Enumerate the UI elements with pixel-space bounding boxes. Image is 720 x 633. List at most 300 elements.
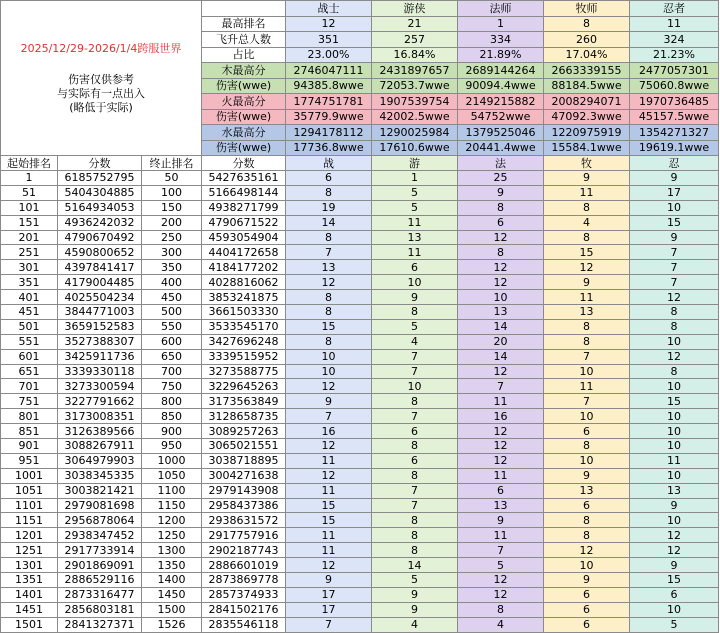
cell-start-rank: 301: [1, 260, 58, 275]
class-name-ninja: 忍者: [630, 1, 719, 17]
cell-count-ranger: 8: [372, 528, 458, 543]
summary-section: [1, 1, 719, 156]
summary-row-label: 水最高分: [202, 125, 286, 141]
cell-count-priest: 10: [544, 558, 630, 573]
table-row: [1, 349, 719, 364]
cell-count-ranger: 9: [372, 290, 458, 305]
cell-count-mage: 12: [458, 424, 544, 439]
table-row: [1, 424, 719, 439]
column-header-row: [1, 156, 719, 171]
cell-count-ranger: 7: [372, 364, 458, 379]
note-line-1: 伤害仅供参考: [68, 72, 134, 86]
cell-start-rank: 51: [1, 185, 58, 200]
summary-value: 17736.8wwe: [286, 140, 372, 156]
cell-count-mage: 9: [458, 513, 544, 528]
cell-count-ninja: 10: [630, 602, 719, 617]
cell-end-rank: 700: [142, 364, 202, 379]
cell-end-rank: 350: [142, 260, 202, 275]
cell-end-score: 3173563849: [202, 394, 286, 409]
cell-count-ranger: 4: [372, 617, 458, 632]
cell-count-mage: 12: [458, 364, 544, 379]
cell-count-warrior: 15: [286, 319, 372, 334]
cell-count-priest: 8: [544, 334, 630, 349]
cell-start-rank: 1301: [1, 558, 58, 573]
summary-value: 94385.8wwe: [286, 78, 372, 94]
cell-end-score: 5166498144: [202, 185, 286, 200]
summary-value: 17610.6wwe: [372, 140, 458, 156]
table-row: [1, 245, 719, 260]
cell-end-score: 4028816062: [202, 275, 286, 290]
cell-start-score: 3844771003: [58, 305, 142, 320]
cell-end-rank: 1400: [142, 573, 202, 588]
summary-value: 1774751781: [286, 94, 372, 110]
cell-end-score: 4593054904: [202, 230, 286, 245]
summary-row-label: 占比: [202, 47, 286, 63]
col-header-end-score: 分数: [202, 156, 286, 171]
cell-count-ranger: 9: [372, 587, 458, 602]
cell-count-ranger: 11: [372, 245, 458, 260]
cell-start-rank: 1401: [1, 587, 58, 602]
cell-count-ranger: 5: [372, 185, 458, 200]
cell-count-priest: 9: [544, 275, 630, 290]
date-range: 2025/12/29-2026/1/4跨服世界: [20, 41, 182, 55]
cell-count-ranger: 6: [372, 424, 458, 439]
cell-count-warrior: 8: [286, 305, 372, 320]
cell-count-warrior: 10: [286, 349, 372, 364]
table-row: [1, 394, 719, 409]
cell-count-ninja: 10: [630, 439, 719, 454]
cell-count-mage: 13: [458, 498, 544, 513]
cell-count-mage: 7: [458, 543, 544, 558]
cell-end-rank: 450: [142, 290, 202, 305]
cell-count-warrior: 12: [286, 379, 372, 394]
cell-count-priest: 8: [544, 528, 630, 543]
summary-value: 257: [372, 32, 458, 48]
cell-count-ninja: 10: [630, 513, 719, 528]
cell-end-score: 2917757916: [202, 528, 286, 543]
cell-start-rank: 101: [1, 200, 58, 215]
summary-value: 260: [544, 32, 630, 48]
cell-count-ninja: 10: [630, 409, 719, 424]
cell-start-rank: 1101: [1, 498, 58, 513]
summary-value: 42002.5wwe: [372, 109, 458, 125]
cell-end-rank: 1250: [142, 528, 202, 543]
summary-value: 21.89%: [458, 47, 544, 63]
cell-count-priest: 6: [544, 602, 630, 617]
cell-count-priest: 9: [544, 171, 630, 186]
cell-end-score: 3038718895: [202, 453, 286, 468]
table-row: [1, 275, 719, 290]
summary-value: 2008294071: [544, 94, 630, 110]
cell-start-score: 3425911736: [58, 349, 142, 364]
cell-count-ninja: 15: [630, 573, 719, 588]
summary-value: 75060.8wwe: [630, 78, 719, 94]
cell-count-warrior: 12: [286, 558, 372, 573]
cell-count-ninja: 12: [630, 543, 719, 558]
cell-count-ranger: 5: [372, 200, 458, 215]
cell-start-rank: 1251: [1, 543, 58, 558]
cell-count-ranger: 8: [372, 439, 458, 454]
col-header-mage: 法: [458, 156, 544, 171]
cell-count-mage: 25: [458, 171, 544, 186]
cell-start-score: 3064979903: [58, 453, 142, 468]
cell-end-rank: 400: [142, 275, 202, 290]
cell-end-score: 4404172658: [202, 245, 286, 260]
cell-count-ninja: 8: [630, 305, 719, 320]
cell-count-warrior: 12: [286, 275, 372, 290]
cell-start-score: 4590800652: [58, 245, 142, 260]
cell-end-rank: 600: [142, 334, 202, 349]
cell-count-ninja: 11: [630, 453, 719, 468]
cell-count-priest: 10: [544, 409, 630, 424]
info-panel: [1, 1, 202, 156]
cell-start-score: 3659152583: [58, 319, 142, 334]
summary-value: 351: [286, 32, 372, 48]
cell-count-warrior: 7: [286, 617, 372, 632]
table-row: [1, 513, 719, 528]
cell-count-priest: 11: [544, 290, 630, 305]
cell-count-priest: 10: [544, 453, 630, 468]
summary-value: 88184.5wwe: [544, 78, 630, 94]
summary-value: 2431897657: [372, 63, 458, 79]
cell-count-ranger: 8: [372, 543, 458, 558]
cell-start-score: 2841327371: [58, 617, 142, 632]
cell-end-rank: 300: [142, 245, 202, 260]
table-row: [1, 379, 719, 394]
cell-count-ninja: 8: [630, 319, 719, 334]
summary-value: 1970736485: [630, 94, 719, 110]
col-header-start-score: 分数: [58, 156, 142, 171]
cell-start-rank: 601: [1, 349, 58, 364]
cell-count-warrior: 11: [286, 528, 372, 543]
cell-end-score: 3004271638: [202, 468, 286, 483]
cell-count-warrior: 12: [286, 439, 372, 454]
cell-count-mage: 8: [458, 200, 544, 215]
summary-value: 1: [458, 16, 544, 32]
table-row: [1, 319, 719, 334]
cell-end-rank: 1350: [142, 558, 202, 573]
cell-count-ranger: 8: [372, 394, 458, 409]
cell-count-mage: 12: [458, 275, 544, 290]
corner-cell: [202, 1, 286, 17]
cell-end-score: 3853241875: [202, 290, 286, 305]
cell-count-mage: 4: [458, 617, 544, 632]
class-header-row: [1, 1, 719, 17]
cell-count-warrior: 15: [286, 498, 372, 513]
cell-end-rank: 1500: [142, 602, 202, 617]
table-row: [1, 602, 719, 617]
summary-value: 1379525046: [458, 125, 544, 141]
cell-count-warrior: 8: [286, 334, 372, 349]
cell-start-score: 3173008351: [58, 409, 142, 424]
cell-start-score: 4790670492: [58, 230, 142, 245]
cell-end-score: 3229645263: [202, 379, 286, 394]
table-row: [1, 185, 719, 200]
cell-start-score: 2886529116: [58, 573, 142, 588]
cell-end-rank: 950: [142, 439, 202, 454]
class-name-warrior: 战士: [286, 1, 372, 17]
summary-value: 17.04%: [544, 47, 630, 63]
cell-count-ranger: 10: [372, 379, 458, 394]
cell-count-ninja: 13: [630, 483, 719, 498]
cell-start-score: 2917733914: [58, 543, 142, 558]
table-row: [1, 468, 719, 483]
cell-count-ninja: 15: [630, 215, 719, 230]
summary-value: 45157.5wwe: [630, 109, 719, 125]
cell-count-mage: 5: [458, 558, 544, 573]
cell-end-score: 2886601019: [202, 558, 286, 573]
cell-count-mage: 12: [458, 453, 544, 468]
cell-end-rank: 900: [142, 424, 202, 439]
cell-end-rank: 200: [142, 215, 202, 230]
cell-count-mage: 6: [458, 215, 544, 230]
cell-count-ninja: 10: [630, 468, 719, 483]
cell-start-rank: 151: [1, 215, 58, 230]
cell-count-warrior: 19: [286, 200, 372, 215]
cell-count-ranger: 7: [372, 349, 458, 364]
table-row: [1, 260, 719, 275]
cell-count-ranger: 7: [372, 409, 458, 424]
cell-start-score: 3339330118: [58, 364, 142, 379]
cell-start-score: 2979081698: [58, 498, 142, 513]
table-row: [1, 334, 719, 349]
cell-start-rank: 1: [1, 171, 58, 186]
cell-count-ninja: 7: [630, 275, 719, 290]
cell-start-score: 2956878064: [58, 513, 142, 528]
cell-start-rank: 701: [1, 379, 58, 394]
cell-count-priest: 12: [544, 260, 630, 275]
cell-count-ranger: 5: [372, 573, 458, 588]
cell-count-ninja: 10: [630, 379, 719, 394]
cell-start-score: 5404304885: [58, 185, 142, 200]
cell-end-score: 2841502176: [202, 602, 286, 617]
cell-count-mage: 16: [458, 409, 544, 424]
table-row: [1, 439, 719, 454]
summary-value: 2746047111: [286, 63, 372, 79]
cell-end-score: 2979143908: [202, 483, 286, 498]
cell-start-rank: 801: [1, 409, 58, 424]
ranking-section: [1, 156, 719, 633]
cell-start-rank: 951: [1, 453, 58, 468]
cell-count-warrior: 11: [286, 453, 372, 468]
cell-end-rank: 800: [142, 394, 202, 409]
cell-count-ninja: 12: [630, 349, 719, 364]
cell-count-ninja: 9: [630, 230, 719, 245]
cell-count-ninja: 17: [630, 185, 719, 200]
cell-end-rank: 1450: [142, 587, 202, 602]
summary-row-label: 伤害(wwe): [202, 78, 286, 94]
cell-count-priest: 11: [544, 379, 630, 394]
cell-count-ninja: 9: [630, 171, 719, 186]
cell-start-score: 2873316477: [58, 587, 142, 602]
cell-end-rank: 1526: [142, 617, 202, 632]
cell-count-priest: 8: [544, 230, 630, 245]
cell-count-priest: 15: [544, 245, 630, 260]
cell-end-score: 2835546118: [202, 617, 286, 632]
table-row: [1, 409, 719, 424]
table-row: [1, 498, 719, 513]
cell-count-priest: 7: [544, 349, 630, 364]
cell-start-score: 4397841417: [58, 260, 142, 275]
summary-value: 15584.1wwe: [544, 140, 630, 156]
cell-count-warrior: 15: [286, 513, 372, 528]
table-row: [1, 171, 719, 186]
summary-value: 16.84%: [372, 47, 458, 63]
cell-count-warrior: 8: [286, 230, 372, 245]
cell-count-priest: 8: [544, 200, 630, 215]
summary-row-label: 伤害(wwe): [202, 140, 286, 156]
table-row: [1, 617, 719, 632]
cell-end-score: 3339515952: [202, 349, 286, 364]
cell-start-rank: 401: [1, 290, 58, 305]
cell-end-score: 3533545170: [202, 319, 286, 334]
cell-end-rank: 850: [142, 409, 202, 424]
cell-count-priest: 8: [544, 513, 630, 528]
cell-start-rank: 551: [1, 334, 58, 349]
table-row: [1, 528, 719, 543]
cell-start-rank: 1351: [1, 573, 58, 588]
cell-end-score: 2902187743: [202, 543, 286, 558]
cell-end-score: 3427696248: [202, 334, 286, 349]
cell-count-ranger: 13: [372, 230, 458, 245]
col-header-ranger: 游: [372, 156, 458, 171]
cell-count-priest: 8: [544, 439, 630, 454]
cell-start-rank: 751: [1, 394, 58, 409]
cell-end-rank: 1000: [142, 453, 202, 468]
cell-count-ninja: 9: [630, 498, 719, 513]
cell-end-score: 2857374933: [202, 587, 286, 602]
cell-count-priest: 8: [544, 319, 630, 334]
cell-end-score: 3065021551: [202, 439, 286, 454]
table-row: [1, 230, 719, 245]
cell-count-ranger: 6: [372, 453, 458, 468]
cell-count-ranger: 6: [372, 260, 458, 275]
cell-end-rank: 1150: [142, 498, 202, 513]
summary-value: 72053.7wwe: [372, 78, 458, 94]
summary-value: 1290025984: [372, 125, 458, 141]
cell-end-rank: 50: [142, 171, 202, 186]
cell-count-priest: 11: [544, 185, 630, 200]
table-row: [1, 305, 719, 320]
cell-end-score: 3273588775: [202, 364, 286, 379]
cell-end-rank: 750: [142, 379, 202, 394]
cell-count-ranger: 8: [372, 468, 458, 483]
cell-end-score: 2958437386: [202, 498, 286, 513]
cell-count-ranger: 10: [372, 275, 458, 290]
cell-start-score: 4179004485: [58, 275, 142, 290]
cell-start-score: 2856803181: [58, 602, 142, 617]
cell-count-warrior: 17: [286, 602, 372, 617]
cell-start-rank: 501: [1, 319, 58, 334]
cell-count-ranger: 7: [372, 498, 458, 513]
cell-count-warrior: 8: [286, 185, 372, 200]
cell-start-score: 2938347452: [58, 528, 142, 543]
cell-count-mage: 10: [458, 290, 544, 305]
cell-start-rank: 1001: [1, 468, 58, 483]
cell-count-priest: 9: [544, 468, 630, 483]
cell-end-score: 5427635161: [202, 171, 286, 186]
cell-count-ranger: 8: [372, 513, 458, 528]
summary-row-label: 木最高分: [202, 63, 286, 79]
cell-count-warrior: 12: [286, 468, 372, 483]
cell-end-score: 4938271799: [202, 200, 286, 215]
summary-row-label: 火最高分: [202, 94, 286, 110]
cell-count-mage: 8: [458, 602, 544, 617]
class-name-mage: 法师: [458, 1, 544, 17]
cell-start-rank: 351: [1, 275, 58, 290]
table-row: [1, 290, 719, 305]
cell-count-ninja: 10: [630, 424, 719, 439]
summary-value: 21: [372, 16, 458, 32]
cell-count-priest: 12: [544, 543, 630, 558]
table-row: [1, 543, 719, 558]
cell-count-ninja: 8: [630, 364, 719, 379]
cell-count-mage: 12: [458, 573, 544, 588]
table-row: [1, 573, 719, 588]
cell-start-score: 3527388307: [58, 334, 142, 349]
cell-end-rank: 1050: [142, 468, 202, 483]
col-header-end-rank: 终止排名: [142, 156, 202, 171]
cell-end-rank: 150: [142, 200, 202, 215]
table-row: [1, 453, 719, 468]
cell-count-priest: 6: [544, 498, 630, 513]
summary-value: 1220975919: [544, 125, 630, 141]
cell-count-ranger: 14: [372, 558, 458, 573]
cell-end-score: 4184177202: [202, 260, 286, 275]
cell-count-warrior: 17: [286, 587, 372, 602]
cell-start-rank: 1201: [1, 528, 58, 543]
cell-count-warrior: 14: [286, 215, 372, 230]
cell-count-mage: 14: [458, 319, 544, 334]
summary-value: 2689144264: [458, 63, 544, 79]
summary-value: 11: [630, 16, 719, 32]
cell-start-score: 3088267911: [58, 439, 142, 454]
cell-count-ninja: 10: [630, 200, 719, 215]
table-row: [1, 558, 719, 573]
cell-start-rank: 1501: [1, 617, 58, 632]
cell-start-rank: 251: [1, 245, 58, 260]
summary-value: 2477057301: [630, 63, 719, 79]
cell-count-ranger: 7: [372, 483, 458, 498]
cell-count-ninja: 10: [630, 334, 719, 349]
summary-value: 1354271327: [630, 125, 719, 141]
summary-value: 54752wwe: [458, 109, 544, 125]
cell-count-mage: 11: [458, 468, 544, 483]
cell-count-warrior: 9: [286, 573, 372, 588]
cell-count-mage: 13: [458, 305, 544, 320]
cell-count-mage: 20: [458, 334, 544, 349]
cell-start-rank: 1451: [1, 602, 58, 617]
cell-end-score: 2873869778: [202, 573, 286, 588]
table-row: [1, 200, 719, 215]
cell-count-ranger: 4: [372, 334, 458, 349]
summary-value: 21.23%: [630, 47, 719, 63]
cell-end-rank: 550: [142, 319, 202, 334]
col-header-start-rank: 起始排名: [1, 156, 58, 171]
note-line-2: 与实际有一点出入: [57, 86, 145, 100]
cell-count-warrior: 9: [286, 394, 372, 409]
summary-row-label: 飞升总人数: [202, 32, 286, 48]
cell-start-rank: 1051: [1, 483, 58, 498]
cell-end-score: 4790671522: [202, 215, 286, 230]
cell-count-mage: 11: [458, 394, 544, 409]
cell-count-mage: 12: [458, 439, 544, 454]
col-header-priest: 牧: [544, 156, 630, 171]
cell-end-rank: 650: [142, 349, 202, 364]
summary-value: 20441.4wwe: [458, 140, 544, 156]
table-row: [1, 587, 719, 602]
table-row: [1, 483, 719, 498]
